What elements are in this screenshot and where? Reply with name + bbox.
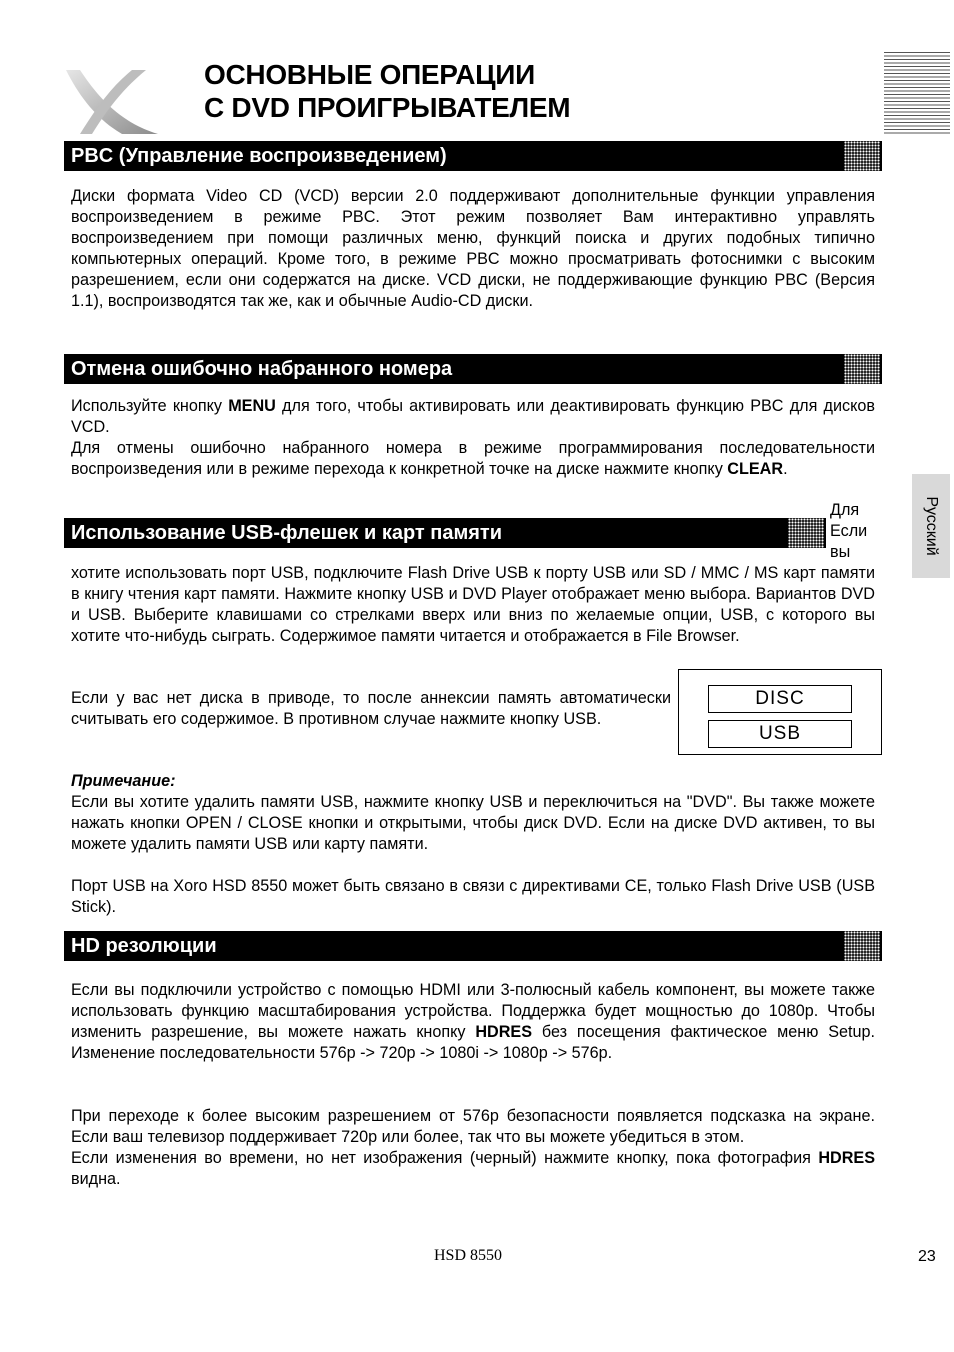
page-title-line-1: ОСНОВНЫЕ ОПЕРАЦИИ [204, 59, 535, 90]
usb-option: USB [708, 720, 852, 748]
heading-dots-icon [788, 518, 824, 548]
hd-text-1 [71, 980, 875, 1064]
page-title-line-2: С DVD ПРОИГРЫВАТЕЛЕМ [204, 92, 571, 123]
pbc-paragraph [71, 186, 875, 312]
usb-side-word-1: Для [830, 501, 860, 519]
xoro-logo-icon [62, 64, 162, 139]
usb-side-words [830, 500, 876, 563]
hd-paragraph-1 [71, 980, 875, 1064]
heading-dots-icon [844, 931, 880, 961]
section-heading-pbc-label: PBC (Управление воспроизведением) [71, 145, 447, 167]
usb-paragraph-1 [71, 563, 875, 647]
clear-key: CLEAR [727, 460, 784, 478]
section-heading-hd [64, 931, 882, 961]
footer-model: HSD 8550 [434, 1247, 503, 1264]
usb-side-word-2: Если [830, 522, 868, 540]
section-heading-cancel-label: Отмена ошибочно набранного номера [71, 358, 453, 380]
hd-text-2: При переходе к более высоким разрешением от 576p безопасности появляется подсказка на экране. Если ваш телевизор поддерживает 720p или более, так что вы можете убедиться в этом. [71, 1107, 875, 1146]
language-tab-label: Русский [923, 496, 940, 556]
section-heading-hd-label: HD резолюции [71, 935, 217, 957]
language-tab [912, 474, 950, 578]
heading-dots-icon [844, 354, 880, 384]
page-title [204, 58, 570, 124]
cancel-text-1-end: для того, чтобы активировать или деактивировать функцию PBC для дисков VCD. [71, 397, 876, 436]
usb-port-text: Порт USB на Xoro HSD 8550 может быть связано в связи с директивами CE, только Flash Drive USB (USB Stick). [71, 877, 875, 916]
hdres-key: HDRES [475, 1023, 533, 1041]
cancel-text-2-end: . [783, 460, 788, 478]
decorative-stripes [884, 52, 950, 134]
hdres-key-2: HDRES [818, 1149, 875, 1167]
hd-paragraph-2 [71, 1106, 875, 1190]
usb-note [71, 771, 875, 855]
menu-key: MENU [228, 397, 276, 415]
usb-port-paragraph [71, 876, 875, 918]
usb-side-word-3: вы [830, 543, 851, 561]
heading-dots-icon [844, 141, 880, 171]
hd-text-3-end: видна. [71, 1170, 121, 1188]
hd-text-3-start: Если изменения во времени, но нет изображения (черный) нажмите кнопку, пока фотография [71, 1149, 819, 1167]
usb-paragraph-2 [71, 688, 671, 730]
cancel-paragraph [71, 396, 875, 480]
usb-text-1: хотите использовать порт USB, подключите Flash Drive USB к порту USB или SD / MMC / MS карт памяти в книгу чтения карт памяти. Нажмите кнопку USB и DVD Player отображает меню выбора. Вариантов DVD и USB. Выберите клавишами со стрелками вверх или вниз по желаемые опции, USB, с которого вы хотите что-нибудь сыграть. Содержимое памяти читается и отображается в File Browser. [71, 564, 875, 645]
source-menu-illustration [678, 669, 882, 755]
section-heading-pbc [64, 141, 882, 171]
note-label: Примечание: [71, 772, 176, 790]
note-text: Если вы хотите удалить памяти USB, нажмите кнопку USB и переключиться на "DVD". Вы также можете нажать кнопки OPEN / CLOSE кнопки и открытыми, чтобы диск DVD. Если на диске DVD активен, то вы можете удалить памяти USB или карту памяти. [71, 793, 875, 853]
section-heading-usb [64, 518, 826, 548]
disc-option: DISC [708, 685, 852, 713]
hd-text-3 [71, 1148, 875, 1190]
hd-text-1-start: Если вы подключили устройство с помощью HDMI или 3-полюсный кабель компонент, вы можете также использовать функцию масштабирования устройства. Поддержка будет мощностью до 1080p. Чтобы изменить разрешение, вы можете нажать кнопку [71, 981, 875, 1041]
section-heading-cancel [64, 354, 882, 384]
cancel-text-2-start: Для отмены ошибочно набранного номера в режиме программирования последовательности воспроизведения или в режиме перехода к конкретной точке на диске нажмите кнопку [71, 439, 875, 478]
cancel-text-2 [71, 438, 875, 480]
cancel-text-1-start: Используйте кнопку [71, 397, 229, 415]
pbc-text: Диски формата Video CD (VCD) версии 2.0 поддерживают дополнительные функции управления воспроизведением в режиме PBC. Этот режим позволяет Вам интерактивно управлять воспроизведением при помощи различных меню, функций поиска и других подобных типично компьютерных операций. Кроме того, в режиме PBC можно просматривать фотоснимки с высоким разрешением, если они содержатся на диске. VCD диски, не поддерживающие функцию PBC (Версия 1.1), воспроизводятся так же, как и обычные Audio-CD диски. [71, 187, 875, 310]
hd-text-1-end: без посещения фактическое меню Setup. Изменение последовательности 576p -> 720p -> 1080i -> 1080p -> 576p. [71, 1023, 875, 1062]
usb-text-2: Если у вас нет диска в приводе, то после аннексии память автоматически считывать его содержимое. В противном случае нажмите кнопку USB. [71, 689, 671, 728]
cancel-text-1 [71, 396, 875, 438]
section-heading-usb-label: Использование USB-флешек и карт памяти [71, 522, 503, 544]
page-number: 23 [918, 1248, 936, 1265]
